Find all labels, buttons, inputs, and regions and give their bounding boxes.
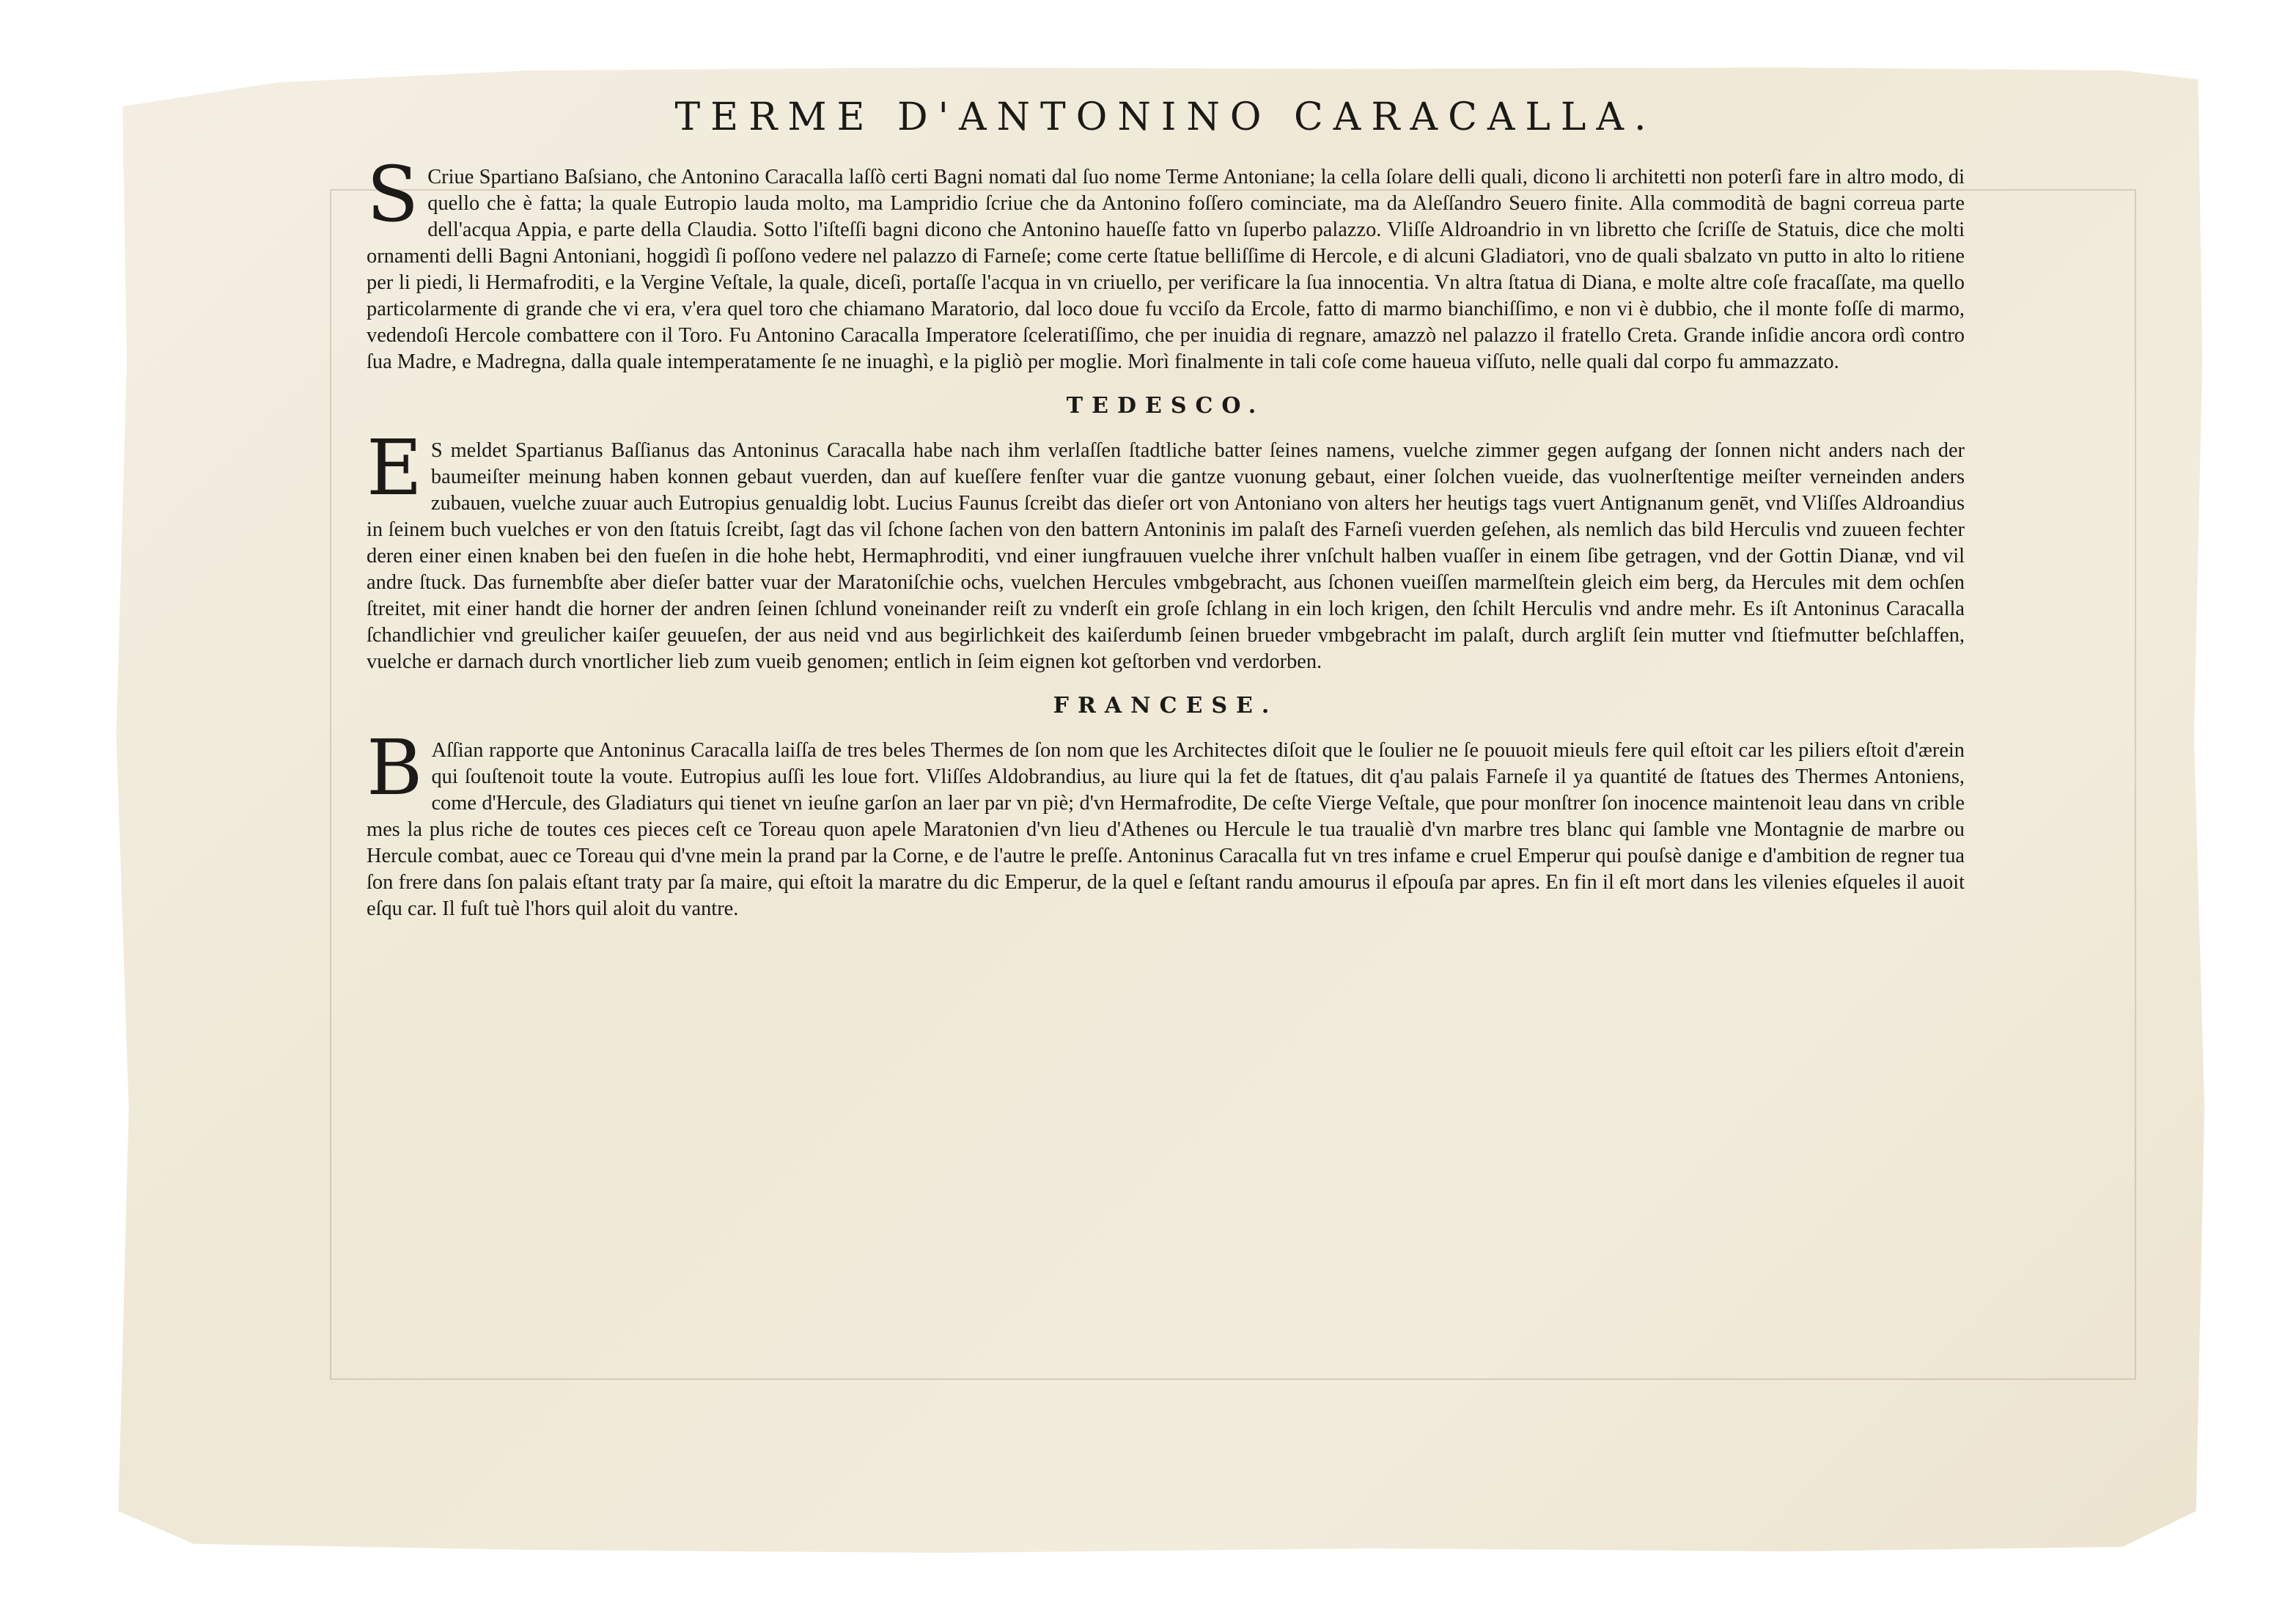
body-francese: Aſſian rapporte que Antoninus Caracalla laiſſa de tres beles Thermes de ſon nom que les Architectes diſoit que le ſoulier ne ſe pouuoit mieuls fere quil eſtoit car les piliers eſtoit d'ærein qui ſouſtenoit toute la voute. Eutropius auſſi les loue fort. Vliſſes Aldobrandius, au liure qui la fet de ſtatues, dit q'au palais Farneſe il ya quantité de ſtatues des Thermes Antoniens, come d'Hercule, des Gladiaturs qui tienet vn ieuſne garſon an laer par vn piè; d'vn Hermafrodite, De ceſte Vierge Veſtale, que pour monſtrer ſon inocence maintenoit leau dans vn crible mes la plus riche de toutes ces pieces ceſt ce Toreau quon apele Maratonien d'vn lieu d'Athenes ou Hercule le tua traualiè d'vn marbre tres blanc qui ſamble vne Montagnie de marbre ou Hercule combat, auec ce Toreau qui d'vne mein la prand par la Corne, e de l'autre le preſſe. Antoninus Caracalla fut vn tres infame e cruel Emperur qui pouſsè danige e d'ambition de regner tua ſon frere dans ſon palais eſtant traty par ſa maire, qui eſtoit la maratre du dic Emperur, de la quel e ſeſtant randu amourus il eſpouſa par apres. En fin il eſt mort dans les vilenies eſqueles il auoit eſqu car. Il fuſt tuè l'hors quil aloit du vantre. — [367, 739, 1965, 920]
text-block — [367, 95, 1965, 938]
paragraph-italian — [367, 150, 1965, 375]
dropcap-e: E — [367, 423, 422, 512]
paragraph-francese — [367, 723, 1965, 922]
page-title: TERME D'ANTONINO CARACALLA. — [674, 95, 1657, 139]
paragraph-tedesco — [367, 423, 1965, 675]
dropcap-s: S — [367, 150, 419, 239]
section-francese — [367, 723, 1965, 922]
heading-tedesco: TEDESCO. — [1066, 393, 1265, 419]
heading-francese: FRANCESE. — [1053, 693, 1278, 719]
body-tedesco: S meldet Spartianus Baſſianus das Antoninus Caracalla habe nach ihm verlaſſen ſtadtliche batter ſeines namens, vuelche zimmer gegen aufgang der ſonnen nicht anders nach der baumeiſter meinung haben konnen gebaut vuerden, dan auf kueſſere fenſter vuar die gantze vuonung gebaut, einer ſolchen vueide, das vuolnerſtentige meiſter verneinden anders zubauen, vuelche zuuar auch Eutropius genualdig lobt. Lucius Faunus ſcreibt das dieſer ort von Antoniano von alters her heutigs tags vuert Antignanum genēt, vnd Vliſſes Aldroandius in ſeinem buch vuelches er von den ſtatuis ſcreibt, ſagt das vil ſchone ſachen von den battern Antoninis im palaſt des Farneſi vuerden geſehen, als nemlich das bild Herculis vnd zuueen fechter deren einer einen knaben bei den fueſen in die hohe hebt, Hermaphroditi, vnd einer iungfrauuen vuelche ihrer vnſchult halben vuaſſer in einem ſibe getragen, vnd der Gottin Dianæ, vnd vil andre ſtuck. Das furnembſte aber dieſer batter vuar der Maratoniſchie ochs, vuelchen Hercules vmbgebracht, aus ſchonen vueiſſen marmelſtein gleich eim berg, da Hercules mit dem ochſen ſtreitet, mit einer handt die horner der andren ſeinen ſchlund voneinander reiſt zu vnderſt ein groſe ſchlang in ein loch krigen, den ſchilt Herculis vnd andre mehr. Es iſt Antoninus Caracalla ſchandlichier vnd greulicher kaiſer geuueſen, der aus neid vnd aus begirlichkeit des kaiſerdumb ſeinen brueder vmbgebracht im palaſt, durch argliſt ſein mutter vnd ſtiefmutter beſchlaffen, vuelche er darnach durch vnortlicher lieb zum vueib genomen; entlich in ſeim eignen kot geſtorben vnd verdorben. — [367, 439, 1965, 673]
section-italian — [367, 150, 1965, 375]
section-tedesco — [367, 423, 1965, 675]
body-italian: Criue Spartiano Baſsiano, che Antonino Caracalla laſſò certi Bagni nomati dal ſuo nome Terme Antoniane; la cella ſolare delli quali, dicono li architetti non poterſi fare in altro modo, di quello che è fatta; la quale Eutropio lauda molto, ma Lampridio ſcriue che da Antonino foſſero cominciate, ma da Aleſſandro Seuero finite. Alla commodità de bagni correua parte dell'acqua Appia, e parte della Claudia. Sotto l'iſteſſi bagni dicono che Antonino haueſſe fatto vn ſuperbo palazzo. Vliſſe Aldroandrio in vn libretto che ſcriſſe de Statuis, dice che molti ornamenti delli Bagni Antoniani, hoggidì ſi poſſono vedere nel palazzo di Farneſe; come certe ſtatue belliſſime di Hercole, e di alcuni Gladiatori, vno de quali sbalzato vn putto in alto lo ritiene per li piedi, li Hermafroditi, e la Vergine Veſtale, la quale, diceſi, portaſſe l'acqua in vn criuello, per verificare la ſua innocentia. Vn altra ſtatua di Diana, e molte altre coſe fracaſſate, ma quello particolarmente di grande che vi era, v'era quel toro che chiamano Maratorio, dal loco doue fu vcciſo da Ercole, fatto di marmo bianchiſſimo, e non vi è dubbio, che il monte foſſe di marmo, vedendoſi Hercole combattere con il Toro. Fu Antonino Caracalla Imperatore ſceleratiſſimo, che per inuidia di regnare, amazzò nel palazzo il fratello Creta. Grande inſidie ancora ordì contro ſua Madre, e Madregna, dalla quale intemperatamente ſe ne inuaghì, e la pigliò per moglie. Morì finalmente in tali coſe come haueua viſſuto, nelle quali dal corpo fu ammazzato. — [367, 166, 1965, 373]
dropcap-b: B — [367, 723, 423, 812]
